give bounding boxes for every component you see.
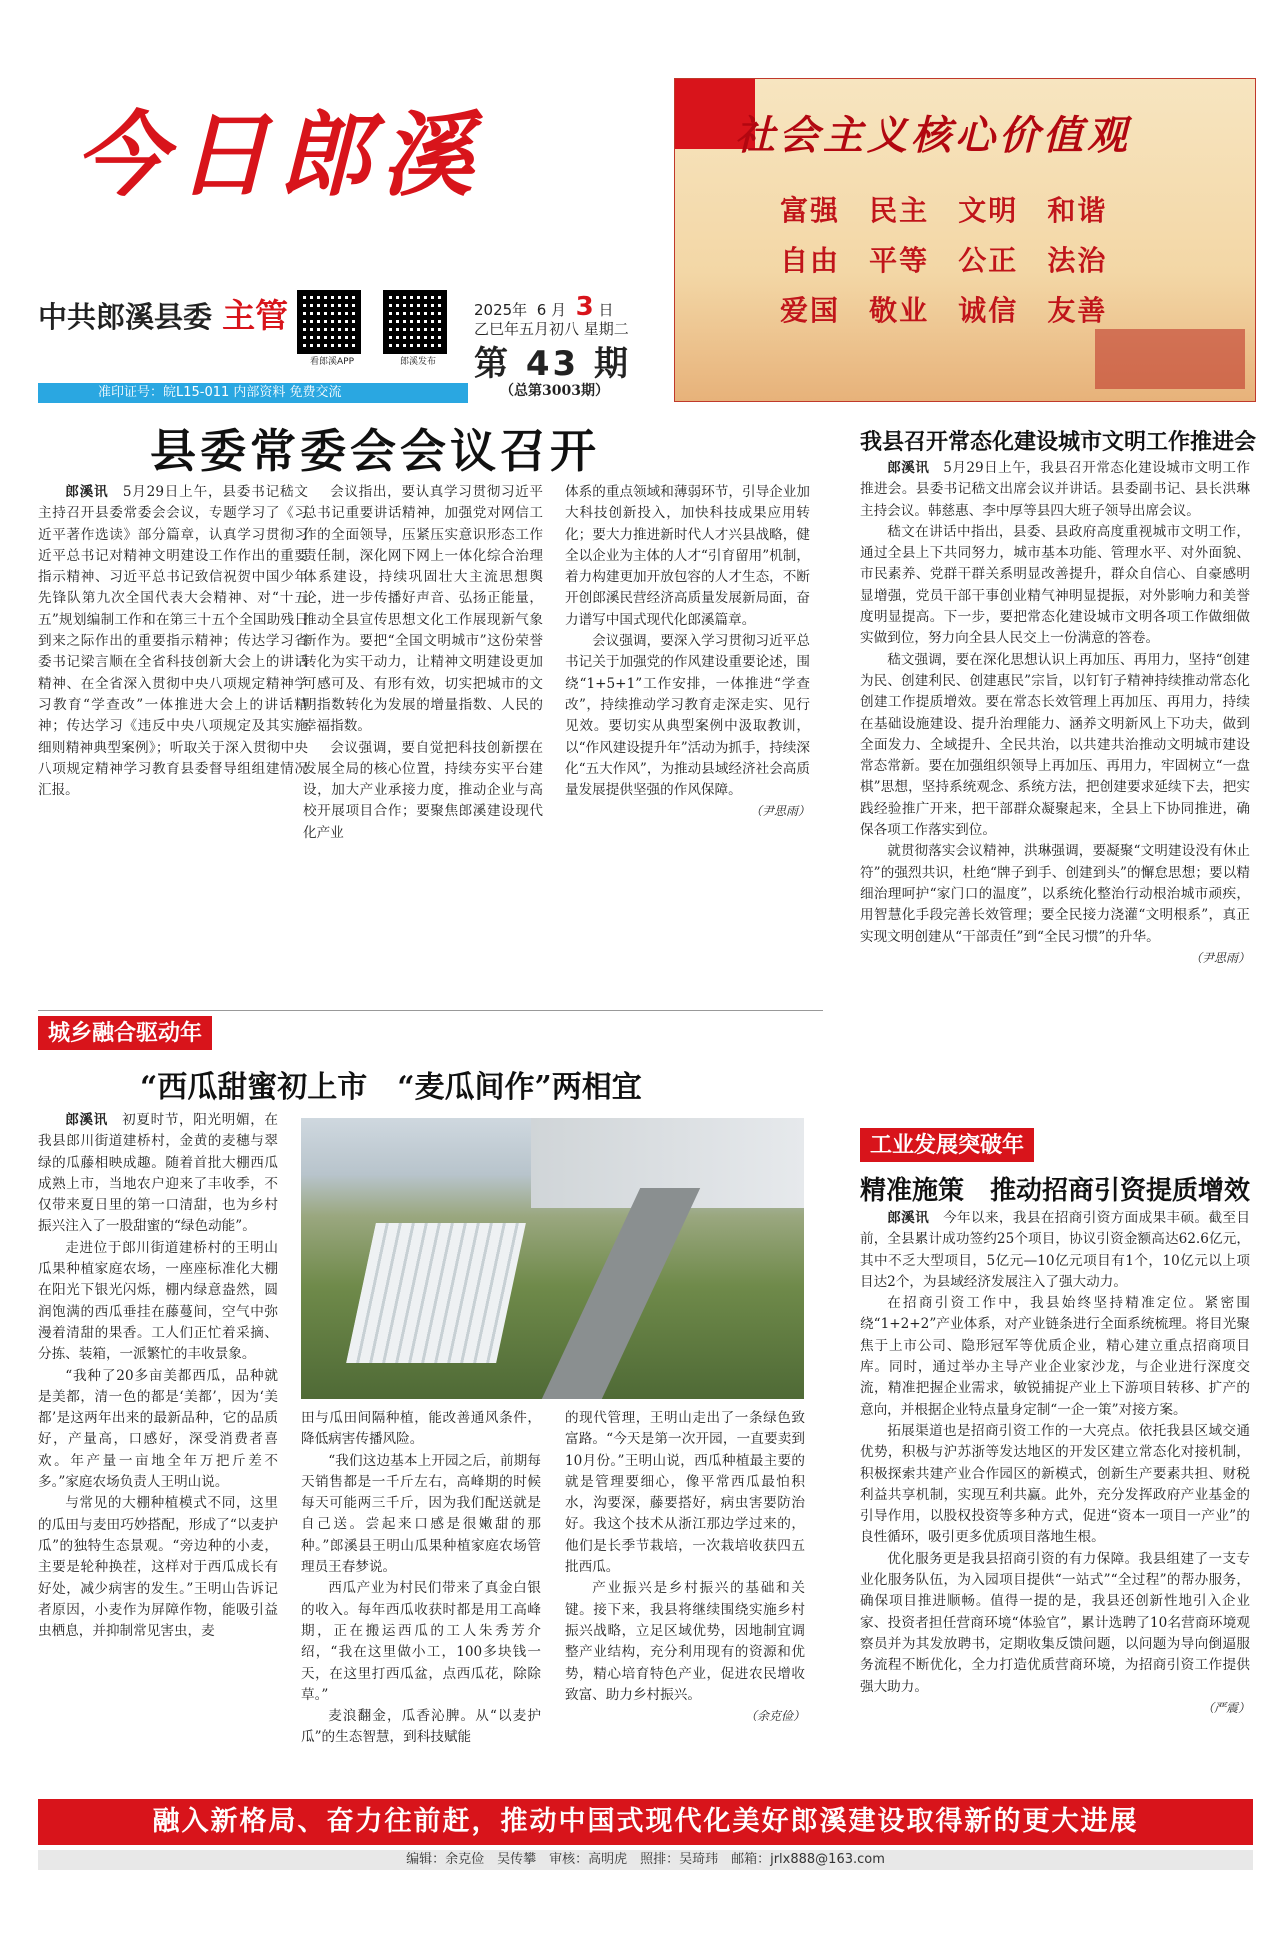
- value-item: 自由: [780, 244, 841, 277]
- article4-text: 在招商引资工作中，我县始终坚持精准定位。紧密围绕“1+2+2”产业体系，对产业链条进行全面系统梳理。将目光聚焦于上市公司、隐形冠军等优质企业，精心建立重点招商项目库。同时，通过举办主导产业企业家沙龙，与企业进行深度交流，精准把握企业需求，敏锐捕捉产业上下游项目转移、扩产的意向，并根据企业特点量身定制“一企一策”对接方案。: [860, 1295, 1250, 1418]
- lunar-date: 乙巳年五月初八 星期二: [474, 320, 629, 338]
- value-item: 公正: [958, 244, 1019, 277]
- value-item: 平等: [869, 244, 930, 277]
- value-item: 友善: [1047, 294, 1108, 327]
- value-item: 爱国: [780, 294, 841, 327]
- article3-text: 走进位于郎川街道建桥村的王明山瓜果种植家庭农场，一座座标准化大棚在阳光下银光闪烁，棚内绿意盎然，圆润饱满的西瓜垂挂在藤蔓间，空气中弥漫着清甜的果香。工人们正忙着采摘、分拣、装箱，一派繁忙的丰收景象。: [38, 1239, 278, 1363]
- poster-title: 社会主义核心价值观: [735, 112, 1131, 159]
- farm-aerial-photo: [301, 1118, 804, 1399]
- article2-headline: 我县召开常态化建设城市文明工作推进会: [860, 429, 1257, 455]
- value-item: 文明: [958, 194, 1019, 227]
- article3-headline: “西瓜甜蜜初上市 “麦瓜间作”两相宜: [140, 1070, 642, 1105]
- value-item: 和谐: [1047, 194, 1108, 227]
- value-item: 法治: [1047, 244, 1108, 277]
- article1-text: 会议指出，要认真学习贯彻习近平总书记重要讲话精神，加强党对网信工作的全面领导，压紧压实意识形态工作责任制，深化网下网上一体化综合治理体系建设，持续巩固壮大主流思想舆论，进一步传播好声音、弘扬正能量，推动全县宣传思想文化工作展现新气象新作为。要把“全国文明城市”这份荣誉转化为实干动力，让精神文明建设更加可感可及、有形有效，切实把城市的文明指数转化为发展的增量指数、人民的幸福指数。: [303, 484, 543, 735]
- qr-publish-label: 郎溪发布: [399, 357, 436, 367]
- article3-col2: [301, 1408, 541, 1749]
- article1-col1: [38, 482, 308, 801]
- article4-headline: 精准施策 推动招商引资提质增效: [860, 1176, 1251, 1206]
- road: [542, 1188, 700, 1399]
- article3-text: 的现代管理，王明山走出了一条绿色致富路。“今天是第一次开园，一直要卖到10月份。”王明山说，西瓜种植最主要的就是管理要细心，像平常西瓜最怕积水，沟要深，藤要搭好，病虫害要防治好。我这个技术从浙江那边学过来的，他们是长季节栽培，一次栽培收获四五批西瓜。: [565, 1410, 805, 1576]
- date-day: 3: [575, 292, 594, 322]
- article4-body: [860, 1208, 1250, 1719]
- article3-col1: [38, 1110, 278, 1642]
- section-tag: 工业发展突破年: [860, 1128, 1034, 1162]
- qr-app: [297, 290, 367, 367]
- article3-text: 田与瓜田间隔种植，能改善通风条件，降低病害传播风险。: [301, 1410, 541, 1448]
- article2-text: 5月29日上午，我县召开常态化建设城市文明工作推进会。县委书记嵇文出席会议并讲话。县委副书记、县长洪琳主持会议。韩慈惠、李中厚等县四大班子领导出席会议。: [860, 460, 1251, 519]
- article2-body: [860, 458, 1250, 969]
- value-item: 民主: [869, 194, 930, 227]
- slogan-banner: 融入新格局、奋力往前赶，推动中国式现代化美好郎溪建设取得新的更大进展: [38, 1799, 1253, 1845]
- article2-author: （尹思雨）: [1189, 950, 1250, 965]
- value-item: 诚信: [958, 294, 1019, 327]
- article1-text: 体系的重点领域和薄弱环节，引导企业加大科技创新投入，加快科技成果应用转化；要大力推进新时代人才兴县战略，健全以企业为主体的人才“引育留用”机制，着力构建更加开放包容的人才生态，不断开创郎溪民营经济高质量发展新局面，奋力谱写中国式现代化郎溪篇章。: [565, 484, 810, 628]
- qr-code-icon: [297, 290, 361, 354]
- date-day-unit: 日: [598, 301, 614, 319]
- article4-text: 拓展渠道也是招商引资工作的一大亮点。依托我县区域交通优势，积极与沪苏浙等发达地区的开发区建立常态化对接机制，积极探索共建产业合作园区的新模式，创新生产要素共担、财税利益共享机制，实现互利共赢。此外，充分发挥政府产业基金的引导作用，以股权投资等多种方式，促进“资本一项目一产业”的良性循环，吸引更多优质项目落地生根。: [860, 1422, 1250, 1546]
- date-year: 2025年: [474, 301, 528, 319]
- article3-text: 与常见的大棚种植模式不同，这里的瓜田与麦田巧妙搭配，形成了“以麦护瓜”的独特生态景观。“旁边种的小麦，主要是轮种换茬，这样对于西瓜成长有好处，减少病害的发生。”王明山告诉记者原因，小麦作为屏障作物，能吸引益虫栖息，并抑制常见害虫，麦: [38, 1495, 278, 1640]
- article1-headline: 县委常委会会议召开: [150, 424, 600, 478]
- greenhouses: [346, 1223, 526, 1363]
- byline: 郎溪讯: [887, 1210, 930, 1226]
- date-month-unit: 月: [551, 301, 567, 319]
- article3-text: 初夏时节，阳光明媚，在我县郎川街道建桥村，金黄的麦穗与翠绿的瓜藤相映成趣。随着首批大棚西瓜成熟上市，当地农户迎来了丰收季，不仅带来夏日里的第一口清甜，也为乡村振兴注入了一股甜蜜的“绿色动能”。: [38, 1112, 279, 1235]
- value-item: 敬业: [869, 294, 930, 327]
- qr-publish: [383, 290, 453, 367]
- article1-author: （尹思雨）: [749, 804, 810, 819]
- article3-text: “我们这边基本上开园之后，前期每天销售都是一千斤左右，高峰期的时候每天可能两三千斤，因为我们配送就是自己送。尝起来口感是很嫩甜的那种。”郎溪县王明山瓜果种植家庭农场管理员王春梦说。: [301, 1452, 541, 1576]
- article2-text: 就贯彻落实会议精神，洪琳强调，要凝聚“文明建设没有休止符”的强烈共识，杜绝“牌子到手、创建到头”的懈怠思想；要以精细治理呵护“家门口的温度”，以系统化整治行动根治城市顽疾，用智慧化手段完善长效管理；要全民接力浇灌“文明根系”，真正实现文明创建从“干部责任”到“全民习惯”的升华。: [860, 843, 1250, 945]
- article1-col2: [303, 482, 543, 844]
- license-bar: 准印证号：皖L15-011 内部资料 免费交流: [38, 383, 468, 403]
- article3-author: （余克俭）: [744, 1709, 805, 1724]
- byline: 郎溪讯: [65, 484, 109, 500]
- article2-text: 嵇文在讲话中指出，县委、县政府高度重视城市文明工作，通过全县上下共同努力，城市基本功能、管理水平、对外面貌、市民素养、党群干群关系明显改善提升，群众自信心、自豪感明显增强，党员干部干事创业精气神明显提振，对外影响力和美誉度明显提高。下一步，要把常态化建设城市文明各项工作做细做实做到位，努力向全县人民交上一份满意的答卷。: [860, 523, 1250, 647]
- article1-col3: [565, 482, 810, 823]
- tiananmen-icon: [1095, 329, 1245, 389]
- article3-text: 麦浪翻金，瓜香沁脾。从“以麦护瓜”的生态智慧，到科技赋能: [301, 1708, 541, 1746]
- section-tag: 城乡融合驱动年: [38, 1016, 212, 1050]
- editor-footer: 编辑：余克俭 吴传攀 审核：高明虎 照排：吴琦玮 邮箱：jrlx888@163.com: [38, 1850, 1253, 1870]
- article3-text: 产业振兴是乡村振兴的基础和关键。接下来，我县将继续围绕实施乡村振兴战略，立足区域优势，因地制宜调整产业结构，充分利用现有的资源和优势，精心培育特色产业，促进农民增收致富、助力乡村振兴。: [565, 1580, 805, 1703]
- article4-text: 优化服务更是我县招商引资的有力保障。我县组建了一支专业化服务队伍，为入园项目提供“一站式”“全过程”的帮办服务，确保项目推进顺畅。值得一提的是，我县还创新性地引入企业家、投资者担任营商环境“体验官”，累计选聘了10名营商环境观察员并为其发放聘书，定期收集反馈问题，以问题为导向倒逼服务流程不断优化，全力打造优质营商环境，为招商引资工作提供强大助力。: [860, 1550, 1250, 1695]
- qr-app-label: 看郎溪APP: [309, 357, 354, 367]
- date-month: 6: [536, 301, 547, 319]
- article3-text: 西瓜产业为村民们带来了真金白银的收入。每年西瓜收获时都是用工高峰期，正在搬运西瓜的工人朱秀芳介绍，“我在这里做小工，100多块钱一天，在这里打西瓜盆，点西瓜花，除除草。”: [301, 1580, 541, 1703]
- byline: 郎溪讯: [887, 460, 930, 476]
- byline: 郎溪讯: [65, 1112, 108, 1128]
- article4-author: （严震）: [1201, 1700, 1250, 1715]
- article1-text: 会议强调，要自觉把科技创新摆在发展全局的核心位置，持续夯实平台建设，加大产业承接力度，推动企业与高校开展项目合作；要聚焦郎溪建设现代化产业: [303, 739, 543, 841]
- issue-number: 第 43 期: [474, 344, 631, 384]
- value-item: 富强: [780, 194, 841, 227]
- article1-text: 会议强调，要深入学习贯彻习近平总书记关于加强党的作风建设重要论述，围绕“1+5+1”工作安排，一体推进“学查改”，持续推动学习教育走深走实、见行见效。要切实从典型案例中汲取教训，以“作风建设提升年”活动为抓手，持续深化“五大作风”，为推动县域经济社会高质量发展提供坚强的作风保障。: [565, 633, 810, 799]
- total-issue: （总第3003期）: [500, 383, 609, 399]
- owner-suffix: 主管: [222, 296, 289, 335]
- values-row-2: [780, 239, 1107, 279]
- owner-line: [38, 290, 288, 337]
- qr-code-icon: [383, 290, 447, 354]
- article3-text: “我种了20多亩美都西瓜，品种就是美都，清一色的都是‘美都’，因为‘美都’是这两年出来的最新品种，它的品质好，产量高，口感好，深受消费者喜欢。年产量一亩地全年万把斤差不多。”家庭农场负责人王明山说。: [38, 1367, 278, 1491]
- owner-prefix: 中共郎溪县委: [38, 300, 213, 334]
- article3-col3: [565, 1408, 805, 1727]
- masthead-title: 今日郎溪: [75, 101, 484, 209]
- values-row-1: [780, 189, 1107, 229]
- article4-text: 今年以来，我县在招商引资方面成果丰硕。截至目前，全县累计成功签约25个项目，协议引资金额高达62.6亿元，其中不乏大型项目，5亿元—10亿元项目有1个，10亿元以上项目达2个，为县域经济发展注入了强大动力。: [860, 1210, 1250, 1290]
- core-values-poster: [674, 78, 1256, 402]
- article1-text: 5月29日上午，县委书记嵇文主持召开县委常委会会议，专题学习了《习近平著作选读》部分篇章，认真学习贯彻习近平总书记对精神文明建设工作作出的重要指示精神、习近平总书记致信祝贺中国少年先锋队第九次全国代表大会精神、对“十五五”规划编制工作和在第三十五个全国助残日到来之际作出的重要指示精神；传达学习省委书记梁言顺在全省科技创新大会上的讲话精神、在全省深入贯彻中央八项规定精神学习教育“学查改”一体推进大会上的讲话精神；传达学习《违反中央八项规定及其实施细则精神典型案例》；听取关于深入贯彻中央八项规定精神学习教育县委督导组组建情况汇报。: [38, 484, 309, 799]
- values-row-3: [780, 289, 1107, 329]
- divider: [38, 1010, 823, 1011]
- article2-text: 嵇文强调，要在深化思想认识上再加压、再用力，坚持“创建为民、创建利民、创建惠民”宗旨，以钉钉子精神持续推动常态化创建工作提质增效。要在常态长效管理上再加压、再用力，持续在基础设施建设、提升治理能力、涵养文明新风上下功夫，做到全面发力、全域提升、全民共治，以共建共治推动文明城市建设常态常新。要在加强组织领导上再加压、再用力，牢固树立“一盘棋”思想，坚持系统观念、系统方法，把创建要求延续下去，把实践经验推广开来，把干部群众凝聚起来，全县上下协同推进，确保各项工作落实到位。: [860, 651, 1250, 839]
